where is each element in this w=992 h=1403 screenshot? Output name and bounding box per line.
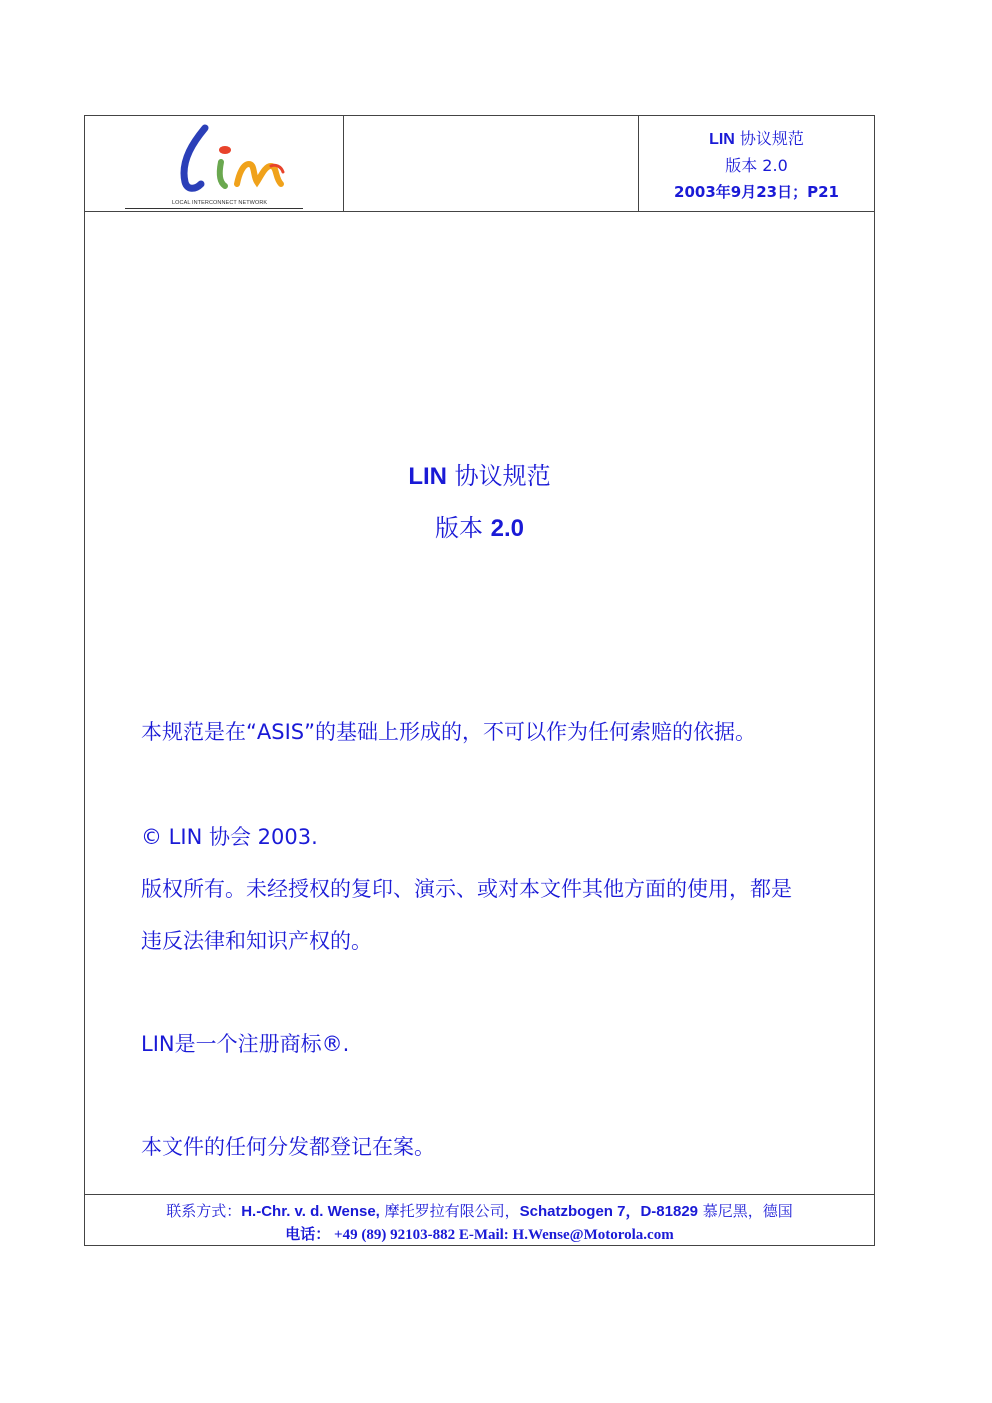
version-number: 2.0	[490, 515, 524, 542]
footer-phone-email: 电话： +49 (89) 92103-882 E-Mail: H.Wense@Motorola.com	[285, 1227, 674, 1243]
header-empty-cell	[344, 116, 639, 211]
disclaimer-text: 本规范是在“ASIS”的基础上形成的，不可以作为任何索赔的依据。	[141, 720, 756, 744]
page-footer	[85, 1194, 874, 1246]
footer-company: 摩托罗拉有限公司，	[379, 1202, 520, 1220]
title-protocol: 协议规范	[447, 462, 551, 490]
copyright-text: © LIN 协会 2003.	[141, 825, 318, 849]
header-title: LIN 协议规范	[709, 129, 804, 148]
trademark-text: LIN是一个注册商标®.	[141, 1032, 350, 1056]
logo-underline	[125, 208, 303, 209]
title-lin: LIN	[408, 463, 448, 490]
footer-contact-line	[85, 1199, 874, 1224]
header-info-cell	[639, 116, 874, 211]
document-title	[85, 456, 874, 491]
registration-text: 本文件的任何分发都登记在案。	[141, 1135, 435, 1159]
header-date-page: 2003年9月23日；P21	[674, 183, 839, 201]
document-version	[85, 508, 874, 543]
page-header	[85, 116, 874, 212]
logo-caption: LOCAL INTERCONNECT NETWORK	[172, 200, 268, 206]
rights-text-line1: 版权所有。未经授权的复印、演示、或对本文件其他方面的使用，都是	[141, 877, 792, 901]
version-label: 版本	[434, 514, 491, 542]
footer-address: Schatzbogen 7，D-81829	[519, 1203, 699, 1220]
rights-text-line2: 违反法律和知识产权的。	[141, 929, 372, 953]
page-frame	[84, 115, 875, 1246]
header-version: 版本 2.0	[725, 156, 788, 175]
footer-contact-label: 联系方式：	[166, 1202, 242, 1220]
footer-city: 慕尼黑，德国	[698, 1202, 793, 1220]
footer-contact-name: H.-Chr. v. d. Wense,	[241, 1203, 380, 1220]
lin-logo	[125, 120, 305, 200]
logo-cell	[85, 116, 344, 211]
